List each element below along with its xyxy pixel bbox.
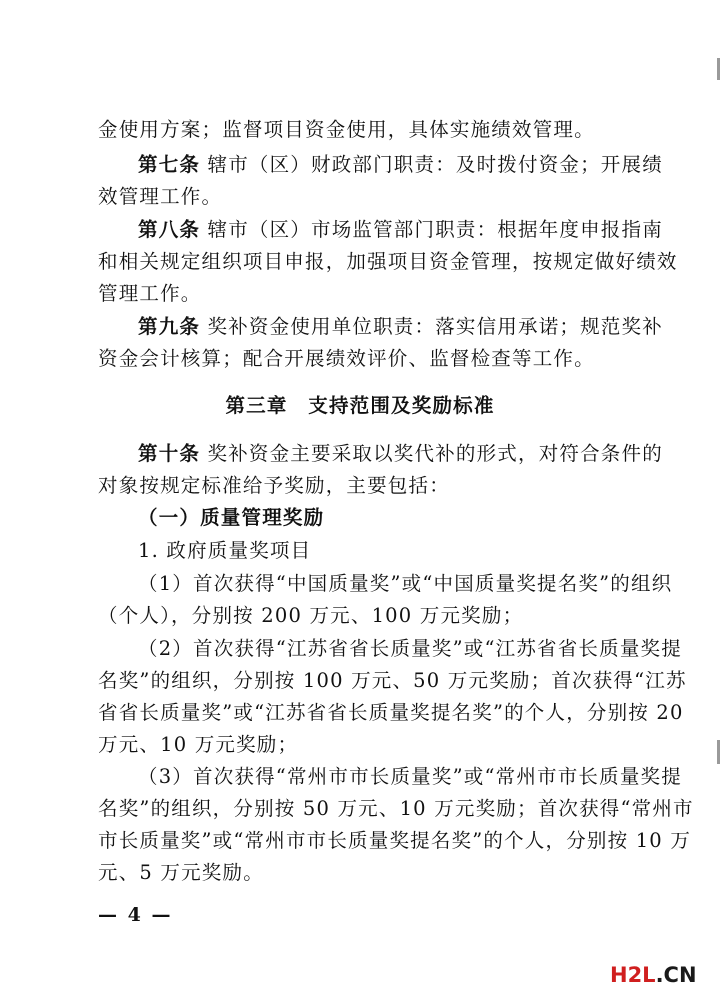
article-9-line [138,315,678,339]
item-3-line [138,765,682,789]
text-line [98,604,638,628]
line-text: 省省长质量奖”或“江苏省省长质量奖提名奖”的个人，分别按 20 [98,701,684,724]
article-label: 第十条 [138,442,201,465]
line-text: 和相关规定组织项目申报，加强项目资金管理，按规定做好绩效 [98,250,678,273]
text-line [98,347,638,371]
text-line [98,250,678,274]
line-text: 效管理工作。 [98,185,223,208]
text-line [98,185,638,209]
line-text: 辖市（区）财政部门职责：及时拨付资金；开展绩 [200,153,663,176]
section-title: （一）质量管理奖励 [138,506,325,529]
subsection-title: 1. 政府质量奖项目 [138,539,312,562]
text-line [98,861,638,885]
line-text: 市长质量奖”或“常州市市长质量奖提名奖”的个人，分别按 10 万 [98,829,692,852]
watermark-brand: H2L [610,963,656,987]
line-text: 奖补资金使用单位职责：落实信用承诺；规范奖补 [200,315,663,338]
page-number: — 4 — [98,904,173,926]
line-text: 名奖”的组织，分别按 100 万元、50 万元奖励；首次获得“江苏 [98,669,687,692]
line-text: 奖补资金主要采取以奖代补的形式，对符合条件的 [200,442,663,465]
text-line [98,282,638,306]
line-text: 名奖”的组织，分别按 50 万元、10 万元奖励；首次获得“常州市 [98,797,694,820]
line-text: 万元、10 万元奖励； [98,733,299,756]
item-2-line [138,637,682,661]
article-8-line [138,218,678,242]
line-text: （个人），分别按 200 万元、100 万元奖励； [98,604,524,627]
line-text: 金使用方案；监督项目资金使用，具体实施绩效管理。 [98,118,595,141]
text-line [98,474,638,498]
chapter-heading [0,394,720,418]
article-label: 第七条 [138,153,201,176]
line-text: 资金会计核算；配合开展绩效评价、监督检查等工作。 [98,347,595,370]
subsection-heading [138,539,678,563]
line-text: （3）首次获得“常州市市长质量奖”或“常州市市长质量奖提 [138,765,682,788]
article-label: 第八条 [138,218,201,241]
text-line [98,829,692,853]
article-label: 第九条 [138,315,201,338]
line-text: 对象按规定标准给予奖励，主要包括： [98,474,450,497]
site-watermark[interactable] [610,962,697,988]
text-line [98,669,687,693]
watermark-suffix: .CN [655,963,697,987]
article-7-line [138,153,678,177]
text-line [98,797,694,821]
line-text: 管理工作。 [98,282,202,305]
line-text: 辖市（区）市场监管部门职责：根据年度申报指南 [200,218,663,241]
line-text: 元、5 万元奖励。 [98,861,264,884]
chapter-title: 第三章 支持范围及奖励标准 [225,394,495,417]
text-line [98,701,684,725]
line-text: （1）首次获得“中国质量奖”或“中国质量奖提名奖”的组织 [138,572,673,595]
item-1-line [138,572,678,596]
article-10-line [138,442,678,466]
line-text: （2）首次获得“江苏省省长质量奖”或“江苏省省长质量奖提 [138,637,682,660]
text-line [98,733,638,757]
section-heading [138,506,678,530]
text-line [98,118,638,142]
